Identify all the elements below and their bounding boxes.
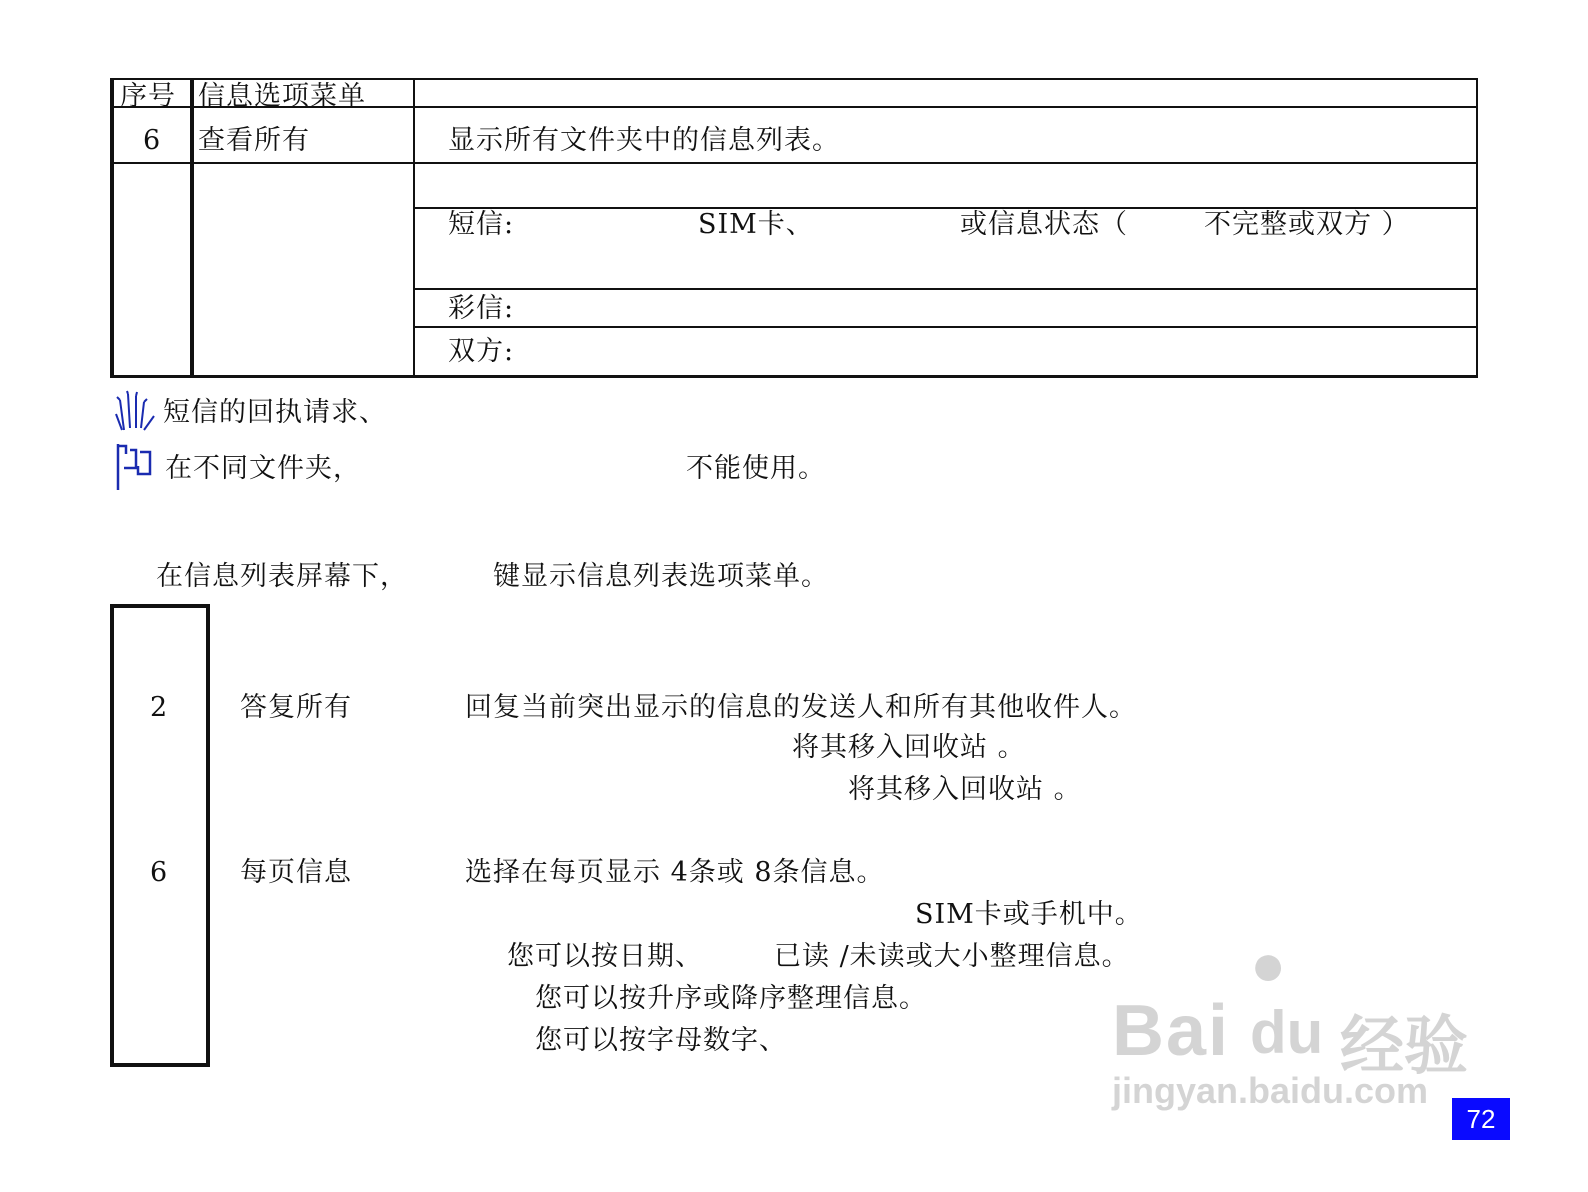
watermark-brand-du: du — [1250, 999, 1324, 1066]
intro-text-b: 键显示信息列表选项菜单。 — [493, 561, 829, 592]
row-description: 显示所有文件夹中的信息列表。 — [448, 125, 840, 156]
sms-sim: SIM卡、 — [698, 209, 814, 240]
sort-by-date: 您可以按日期、 — [507, 941, 703, 972]
sort-alphanumeric: 您可以按字母数字、 — [535, 1025, 787, 1056]
intro-text-a: 在信息列表屏幕下， — [156, 561, 408, 592]
row2-description: 回复当前突出显示的信息的发送人和所有其他收件人。 — [465, 692, 1137, 723]
row-name: 查看所有 — [198, 125, 310, 156]
hand-icon — [110, 390, 160, 438]
row2-number: 2 — [150, 692, 169, 723]
sms-label: 短信: — [448, 209, 515, 240]
sim-or-phone: SIM卡或手机中。 — [915, 899, 1143, 930]
header-number: 序号 — [120, 81, 176, 112]
paw-icon: ● — [1250, 931, 1287, 998]
note-folder: 在不同文件夹， — [165, 453, 361, 484]
sort-by-read: 已读 /未读或大小整理信息。 — [774, 941, 1130, 972]
move-to-trash-1: 将其移入回收站 。 — [792, 732, 1026, 763]
watermark-brand: Bai — [1112, 991, 1231, 1071]
row6-number: 6 — [150, 857, 169, 888]
row2-name: 答复所有 — [240, 692, 352, 723]
mms-label: 彩信: — [448, 293, 515, 324]
watermark-cn: 经验 — [1340, 1010, 1468, 1082]
flag-icon — [114, 440, 154, 496]
row6-description: 选择在每页显示 4条或 8条信息。 — [465, 857, 885, 888]
both-label: 双方: — [448, 336, 515, 367]
sms-tail: 不完整或双方 ） — [1204, 209, 1410, 240]
sort-order: 您可以按升序或降序整理信息。 — [535, 983, 927, 1014]
page-number: 72 — [1452, 1098, 1510, 1140]
sms-status: 或信息状态（ — [960, 209, 1128, 240]
note-receipt: 短信的回执请求、 — [163, 397, 387, 428]
header-menu: 信息选项菜单 — [198, 81, 366, 112]
move-to-trash-2: 将其移入回收站 。 — [848, 774, 1082, 805]
row6-name: 每页信息 — [240, 857, 352, 888]
note-unavailable: 不能使用。 — [686, 453, 826, 484]
number-column-frame — [110, 604, 210, 1067]
watermark-url: jingyan.baidu.com — [1112, 1070, 1429, 1111]
row-number: 6 — [143, 125, 162, 156]
